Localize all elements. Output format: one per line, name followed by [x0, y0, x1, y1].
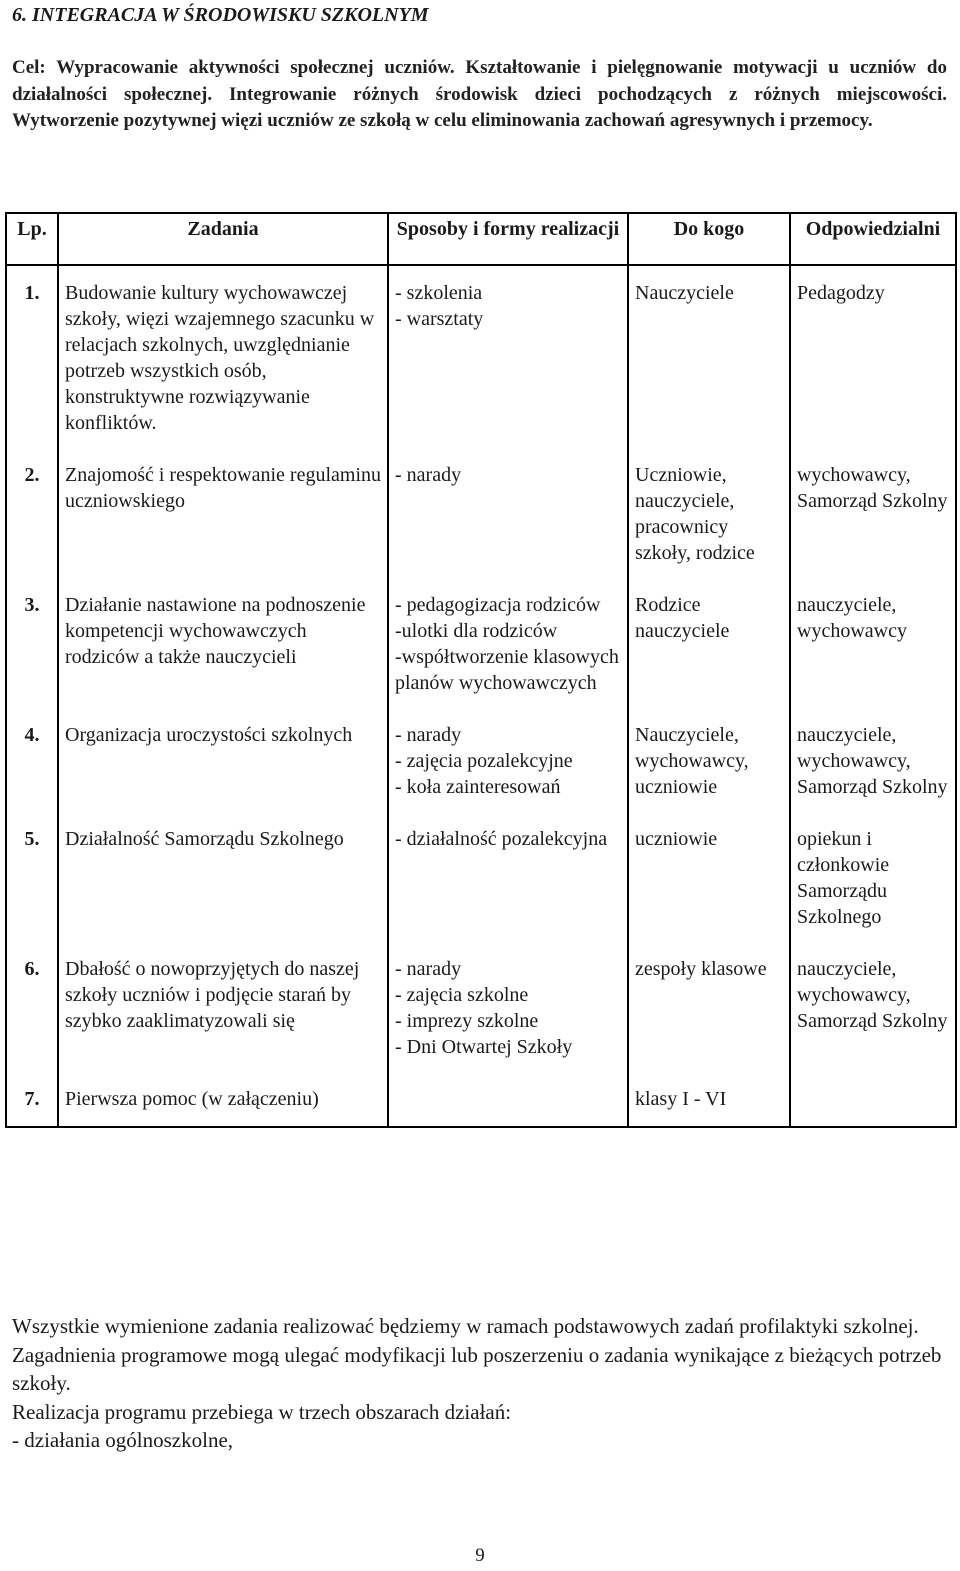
row-responsible: nauczyciele, wychowawcy, Samorząd Szkolny — [790, 722, 956, 826]
method-item: - warsztaty — [395, 308, 484, 330]
method-item: - zajęcia pozalekcyjne — [395, 750, 573, 772]
method-item: -współtworzenie klasowych planów wychowawczych — [395, 646, 619, 694]
row-methods — [388, 826, 628, 956]
integration-plan-table — [5, 212, 957, 1128]
row-task: Działanie nastawione na podnoszenie kompetencji wychowawczych rodziców a także nauczycieli — [58, 592, 388, 722]
method-item: - pedagogizacja rodziców — [395, 594, 601, 616]
row-target: zespoły klasowe — [628, 956, 790, 1086]
header-tasks: Zadania — [58, 213, 388, 265]
summary-paragraph: Realizacja programu przebiega w trzech obszarach działań: — [12, 1399, 512, 1424]
table-row — [6, 722, 956, 826]
row-number: 2. — [6, 462, 58, 592]
row-target: klasy I - VI — [628, 1086, 790, 1127]
row-methods — [388, 956, 628, 1086]
method-item: - imprezy szkolne — [395, 1010, 539, 1032]
summary-paragraph: Zagadnienia programowe mogą ulegać modyfikacji lub poszerzeniu o zadania wynikające z bieżących potrzeb szkoły. — [12, 1342, 942, 1395]
table-row — [6, 265, 956, 462]
section-goal: Cel: Wypracowanie aktywności społecznej uczniów. Kształtowanie i pielęgnowanie motywacji u uczniów do działalności społecznej. Integrowanie różnych środowisk dzieci pochodzących z różnych miejscowości. Wytworzenie pozytywnej więzi uczniów ze szkołą w celu eliminowania zachowań agresywnych i przemocy. — [12, 57, 947, 131]
row-task: Budowanie kultury wychowawczej szkoły, więzi wzajemnego szacunku w relacjach szkolnych, uwzględnianie potrzeb wszystkich osób, konstruktywne rozwiązywanie konfliktów. — [58, 265, 388, 462]
row-responsible: opiekun i członkowie Samorządu Szkolnego — [790, 826, 956, 956]
method-item: - narady — [395, 724, 462, 746]
row-methods — [388, 1086, 628, 1127]
table-header-row — [6, 213, 956, 265]
row-number: 5. — [6, 826, 58, 956]
row-methods — [388, 265, 628, 462]
method-item: - narady — [395, 958, 462, 980]
row-responsible: Pedagodzy — [790, 265, 956, 462]
method-item: -ulotki dla rodziców — [395, 620, 558, 642]
method-item: - koła zainteresowań — [395, 776, 561, 798]
table-row — [6, 592, 956, 722]
row-responsible: nauczyciele, wychowawcy — [790, 592, 956, 722]
table-row — [6, 826, 956, 956]
summary-paragraph: - działania ogólnoszkolne, — [12, 1428, 234, 1452]
section-heading: 6. INTEGRACJA W ŚRODOWISKU SZKOLNYM — [12, 4, 429, 26]
row-target: Nauczyciele, wychowawcy, uczniowie — [628, 722, 790, 826]
row-number: 1. — [6, 265, 58, 462]
row-target: Uczniowie, nauczyciele, pracownicy szkoły, rodzice — [628, 462, 790, 592]
row-target: Nauczyciele — [628, 265, 790, 462]
row-number: 3. — [6, 592, 58, 722]
row-task: Działalność Samorządu Szkolnego — [58, 826, 388, 956]
header-responsible: Odpowiedzialni — [790, 213, 956, 265]
row-target: uczniowie — [628, 826, 790, 956]
row-methods — [388, 722, 628, 826]
row-number: 7. — [6, 1086, 58, 1127]
row-responsible: wychowawcy, Samorząd Szkolny — [790, 462, 956, 592]
row-methods — [388, 592, 628, 722]
row-task: Dbałość o nowoprzyjętych do naszej szkoły uczniów i podjęcie starań by szybko zaaklimatyzowali się — [58, 956, 388, 1086]
row-number: 4. — [6, 722, 58, 826]
summary-text — [12, 1312, 942, 1455]
row-task: Znajomość i respektowanie regulaminu uczniowskiego — [58, 462, 388, 592]
header-target: Do kogo — [628, 213, 790, 265]
table-row — [6, 1086, 956, 1127]
table-row — [6, 462, 956, 592]
summary-paragraph: Wszystkie wymienione zadania realizować będziemy w ramach podstawowych zadań profilaktyki szkolnej. — [12, 1314, 919, 1338]
row-number: 6. — [6, 956, 58, 1086]
method-item: - szkolenia — [395, 282, 483, 304]
header-methods: Sposoby i formy realizacji — [388, 213, 628, 265]
table-row — [6, 956, 956, 1086]
row-target: Rodzice nauczyciele — [628, 592, 790, 722]
method-item: - Dni Otwartej Szkoły — [395, 1036, 573, 1058]
method-item: - narady — [395, 464, 462, 486]
header-lp: Lp. — [6, 213, 58, 265]
row-methods — [388, 462, 628, 592]
row-task: Pierwsza pomoc (w załączeniu) — [58, 1086, 388, 1127]
row-responsible — [790, 1086, 956, 1127]
row-responsible: nauczyciele, wychowawcy, Samorząd Szkolny — [790, 956, 956, 1086]
page-number: 9 — [475, 1545, 485, 1566]
method-item: - działalność pozalekcyjna — [395, 828, 608, 850]
method-item: - zajęcia szkolne — [395, 984, 529, 1006]
row-task: Organizacja uroczystości szkolnych — [58, 722, 388, 826]
